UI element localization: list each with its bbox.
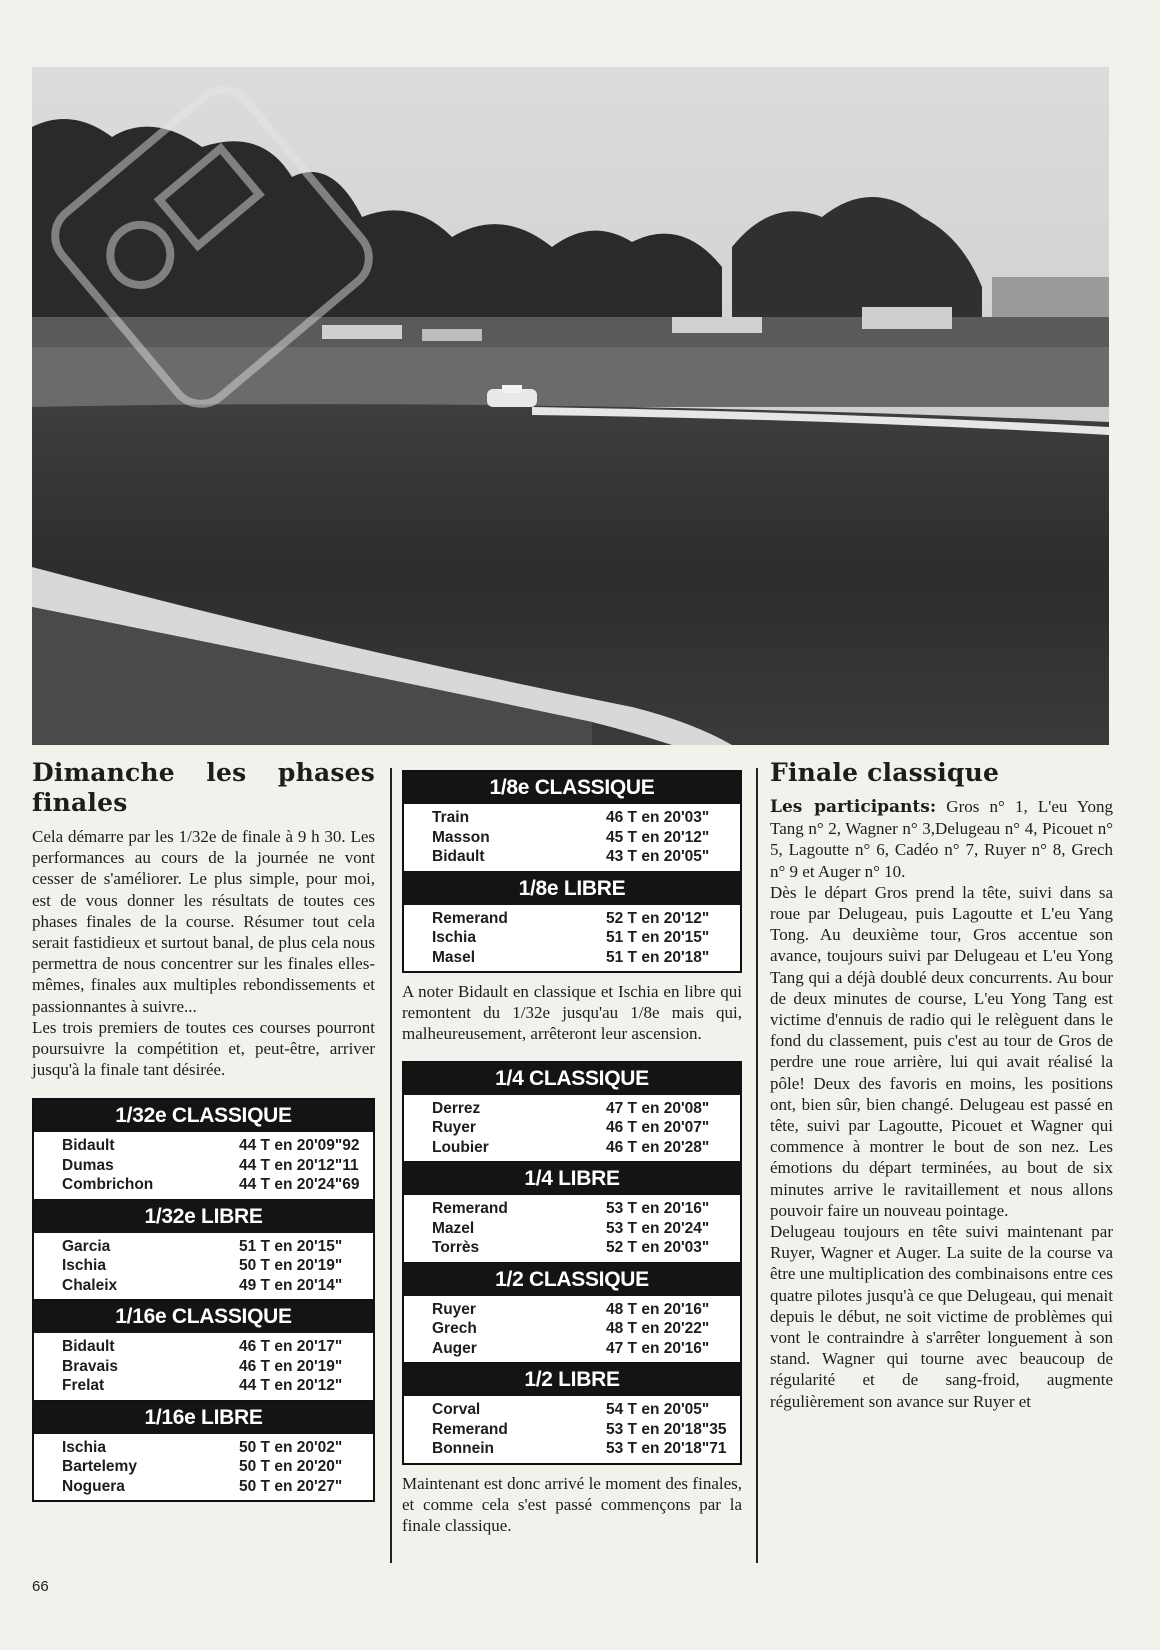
- driver-name: Dumas: [62, 1156, 114, 1174]
- result-row: [62, 1457, 361, 1477]
- driver-name: Auger: [432, 1339, 477, 1357]
- category-results: [404, 1396, 740, 1463]
- result-row: [432, 1439, 728, 1459]
- result-row: [62, 1477, 361, 1497]
- lap-time: 53 T en 20'18"71: [606, 1440, 727, 1458]
- driver-name: Ruyer: [432, 1119, 476, 1137]
- participants-lead: Les participants:: [770, 797, 937, 817]
- driver-name: Bidault: [432, 848, 485, 865]
- race-photo: [32, 67, 1109, 745]
- driver-name: Garcia: [62, 1237, 111, 1255]
- result-row: [432, 808, 728, 828]
- participants-list: Gros n° 1, L'eu Yong Tang n° 2, Wagner n° 3,Delugeau n° 4, Picouet n° 5, Lagoutte n° 6, Cadéo n° 7, Ruyer n° 8, Grech n° 9 et Auger n° 10.: [770, 797, 1113, 881]
- driver-name: Bonnein: [432, 1440, 494, 1458]
- lap-time: 45 T en 20'12": [606, 828, 710, 846]
- result-row: [432, 1300, 728, 1320]
- result-row: [62, 1256, 361, 1276]
- column-middle: [402, 770, 742, 1536]
- category-header: 1/32e LIBRE: [34, 1201, 373, 1233]
- result-row: [432, 1118, 728, 1138]
- lap-time: 50 T en 20'19": [239, 1257, 343, 1275]
- lap-time: 49 T en 20'14": [239, 1276, 343, 1294]
- note-paragraph: A noter Bidault en classique et Ischia en libre qui remontent du 1/32e jusqu'au 1/8e mais qui, malheureusement, arrêteront leur ascension.: [402, 982, 742, 1044]
- lap-time: 52 T en 20'12": [606, 909, 710, 927]
- lap-time: 46 T en 20'17": [239, 1338, 343, 1356]
- driver-name: Masel: [432, 948, 476, 966]
- result-row: [432, 948, 728, 968]
- category-header: 1/8e CLASSIQUE: [404, 772, 740, 804]
- result-row: [432, 928, 728, 948]
- result-row: [432, 1238, 728, 1258]
- results-table-finals: [402, 1061, 742, 1465]
- lap-time: 44 T en 20'24"69: [239, 1176, 360, 1194]
- result-row: [432, 1400, 728, 1420]
- lap-time: 53 T en 20'16": [606, 1200, 710, 1218]
- lap-time: 50 T en 20'20": [239, 1458, 343, 1476]
- lap-time: 46 T en 20'07": [606, 1119, 710, 1137]
- driver-name: Bidault: [62, 1338, 115, 1356]
- lap-time: 48 T en 20'22": [606, 1320, 710, 1338]
- result-row: [432, 1138, 728, 1158]
- category-header: 1/2 CLASSIQUE: [404, 1264, 740, 1296]
- result-row: [62, 1156, 361, 1176]
- result-row: [62, 1175, 361, 1195]
- lap-time: 47 T en 20'16": [606, 1339, 710, 1357]
- result-row: [62, 1276, 361, 1296]
- watermark-logo: [32, 67, 392, 427]
- lap-time: 47 T en 20'08": [606, 1099, 710, 1117]
- driver-name: Combrichon: [62, 1176, 154, 1194]
- driver-name: Frelat: [62, 1377, 105, 1395]
- result-row: [62, 1438, 361, 1458]
- category-header: 1/8e LIBRE: [404, 873, 740, 905]
- category-results: [404, 905, 740, 972]
- driver-name: Ischia: [432, 929, 476, 946]
- lap-time: 46 T en 20'03": [606, 809, 710, 826]
- column-left: [32, 758, 375, 1502]
- results-table-eighths: [402, 770, 742, 973]
- category-results: [404, 1296, 740, 1363]
- driver-name: Ischia: [62, 1438, 106, 1456]
- result-row: [432, 1199, 728, 1219]
- qualifying-paragraph: Les trois premiers de toutes ces courses pourront poursuivre la compétition et, peut-être, arriver jusqu'à la finale tant désirée.: [32, 1017, 375, 1080]
- driver-name: Bartelemy: [62, 1458, 137, 1476]
- driver-name: Chaleix: [62, 1276, 118, 1294]
- lap-time: 50 T en 20'02": [239, 1438, 343, 1456]
- intro-paragraph: Cela démarre par les 1/32e de finale à 9 h 30. Les performances au cours de la journée ne vont cesser de s'améliorer. Le plus simple, pour moi, est de vous donner les résultats de toutes ces phases finales de la course. Résumer tout cela serait fastidieux et surtout banal, de plus cela nous permettra de nous concentrer sur les finales elles-mêmes, finales aux multiples rebondissements et passionnantes à suivre...: [32, 827, 375, 1016]
- result-row: [62, 1136, 361, 1156]
- driver-name: Loubier: [432, 1138, 489, 1156]
- result-row: [432, 828, 728, 848]
- driver-name: Remerand: [432, 909, 508, 927]
- category-results: [34, 1132, 373, 1199]
- lap-time: 53 T en 20'18"35: [606, 1420, 727, 1438]
- category-results: [404, 1195, 740, 1262]
- lap-time: 46 T en 20'19": [239, 1357, 343, 1375]
- page-number: 66: [32, 1578, 49, 1595]
- driver-name: Derrez: [432, 1099, 481, 1117]
- result-row: [432, 909, 728, 929]
- category-header: 1/16e CLASSIQUE: [34, 1301, 373, 1333]
- category-header: 1/16e LIBRE: [34, 1402, 373, 1434]
- race-paragraph-1: Dès le départ Gros prend la tête, suivi dans sa roue par Delugeau, puis Lagoutte et L'eu Yang Tong. Au deuxième tour, Gros accentue son avance, toujours suivi par Delugeau et L'eu Yong Tang qui a déjà doublé deux concurrents. Au bour de deux minutes de course, L'eu Yong Tang est victime d'ennuis de radio qui le relèguent dans le fond du classement, puis c'est au tour de Gros de perdre une roue arrière, lui qui avait réalisé la pôle! Deux des favoris en moins, les positions ont, bien sûr, bien changé. Delugeau est passé en tête, suivi par Lagoutte, Picouet et Wagner qui commence à montrer le bout de son nez. Les émotions du départ terminées, au bout de six minutes arrive le ravitaillement et nous allons pouvoir faire un nouveau pointage.: [770, 882, 1113, 1220]
- lap-time: 51 T en 20'15": [606, 929, 710, 946]
- lap-time: 54 T en 20'05": [606, 1401, 710, 1419]
- lap-time: 52 T en 20'03": [606, 1239, 710, 1257]
- category-results: [34, 1434, 373, 1501]
- result-row: [62, 1337, 361, 1357]
- section-title-dimanche: Dimanche les phases finales: [32, 758, 375, 817]
- column-rule-right: [756, 768, 758, 1563]
- driver-name: Mazel: [432, 1219, 475, 1237]
- driver-name: Remerand: [432, 1200, 508, 1218]
- lap-time: 44 T en 20'12": [239, 1377, 343, 1395]
- category-results: [404, 1095, 740, 1162]
- category-results: [404, 804, 740, 871]
- driver-name: Ruyer: [432, 1300, 476, 1318]
- driver-name: Grech: [432, 1320, 477, 1338]
- category-header: 1/2 LIBRE: [404, 1364, 740, 1396]
- result-row: [62, 1237, 361, 1257]
- result-row: [432, 847, 728, 867]
- results-table-left: [32, 1098, 375, 1502]
- driver-name: Ischia: [62, 1257, 106, 1275]
- section-title-finale: Finale classique: [770, 758, 1000, 787]
- driver-name: Train: [432, 809, 470, 826]
- category-header: 1/4 CLASSIQUE: [404, 1063, 740, 1095]
- lap-time: 44 T en 20'09"92: [239, 1137, 360, 1155]
- category-results: [34, 1333, 373, 1400]
- driver-name: Noguera: [62, 1477, 125, 1495]
- lap-time: 46 T en 20'28": [606, 1138, 710, 1156]
- lap-time: 48 T en 20'16": [606, 1300, 710, 1318]
- result-row: [432, 1099, 728, 1119]
- result-row: [432, 1339, 728, 1359]
- driver-name: Remerand: [432, 1420, 508, 1438]
- lap-time: 53 T en 20'24": [606, 1219, 710, 1237]
- driver-name: Masson: [432, 828, 490, 846]
- result-row: [432, 1319, 728, 1339]
- lap-time: 44 T en 20'12"11: [239, 1156, 359, 1174]
- driver-name: Corval: [432, 1401, 481, 1419]
- result-row: [432, 1219, 728, 1239]
- driver-name: Bravais: [62, 1357, 119, 1375]
- participants-paragraph: [770, 796, 1113, 882]
- lap-time: 43 T en 20'05": [606, 848, 710, 865]
- lap-time: 51 T en 20'15": [239, 1237, 343, 1255]
- column-right: [770, 758, 1113, 1412]
- result-row: [62, 1376, 361, 1396]
- race-paragraph-2: Delugeau toujours en tête suivi maintenant par Ruyer, Wagner et Auger. La suite de la course va être une multiplication des combinaisons entre ces quatre pilotes jusqu'à ce que Delugeau, qui menait depuis le début, ne soit victime de problèmes qui vont le contraindre à s'arrêter longuement à son stand. Wagner qui tourne avec beaucoup de régularité et de sang-froid, augmente régulièrement son avance sur Ruyer et: [770, 1222, 1113, 1411]
- driver-name: Bidault: [62, 1137, 115, 1155]
- category-header: 1/4 LIBRE: [404, 1163, 740, 1195]
- category-header: 1/32e CLASSIQUE: [34, 1100, 373, 1132]
- column-rule-left: [390, 768, 392, 1563]
- result-row: [62, 1357, 361, 1377]
- lap-time: 51 T en 20'18": [606, 948, 710, 966]
- transition-paragraph: Maintenant est donc arrivé le moment des finales, et comme cela s'est passé commençons par la finale classique.: [402, 1473, 742, 1536]
- result-row: [432, 1420, 728, 1440]
- driver-name: Torrès: [432, 1239, 480, 1257]
- category-results: [34, 1233, 373, 1300]
- lap-time: 50 T en 20'27": [239, 1477, 343, 1495]
